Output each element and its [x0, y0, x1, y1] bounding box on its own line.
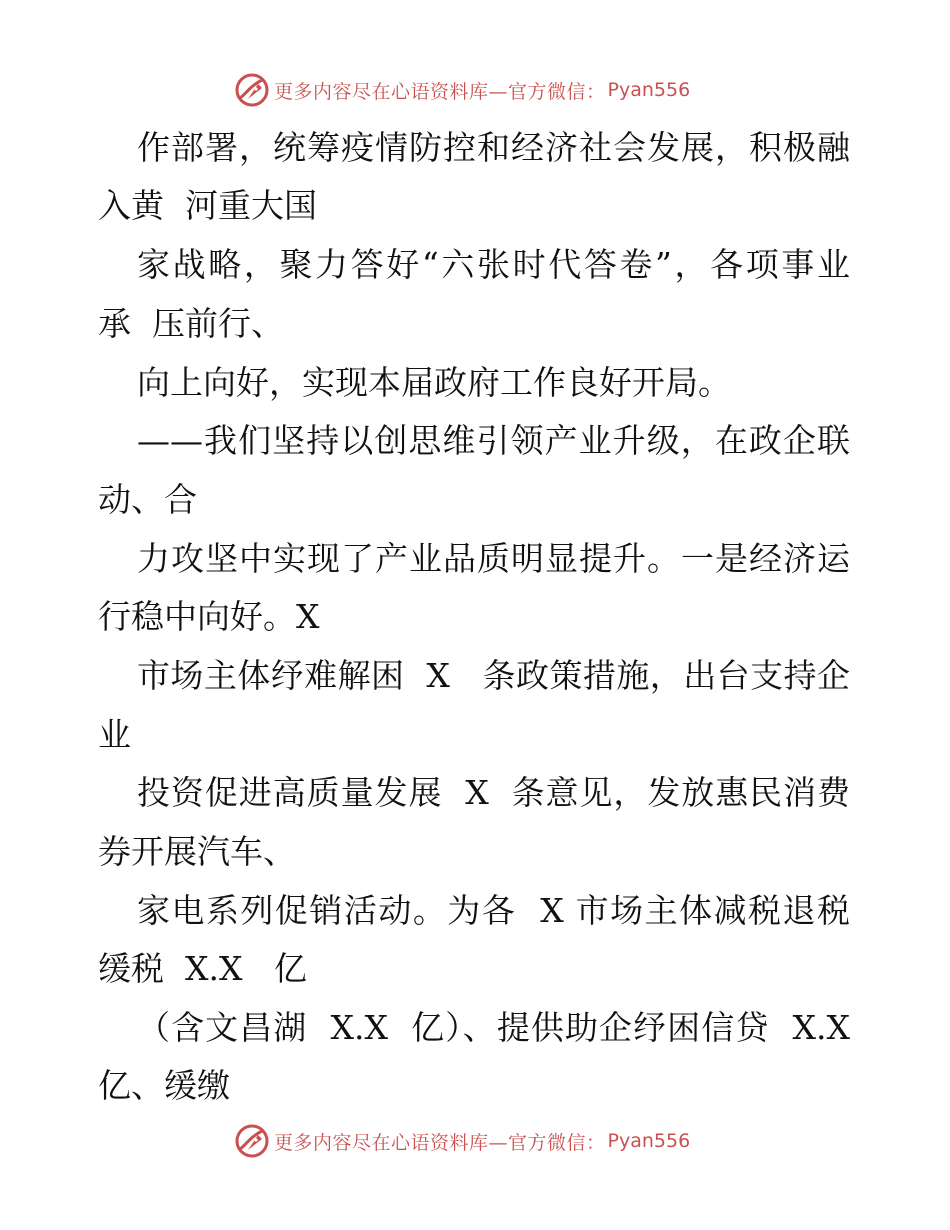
text-line: 承 压前行、	[98, 304, 284, 343]
text-line: 力攻坚中实现了产业品质明显提升。一是经济运	[137, 539, 850, 578]
text-line: 行稳中向好。X	[98, 597, 320, 636]
text-line: 缓税 X.X 亿	[98, 949, 307, 988]
watermark-text: 更多内容尽在心语资料库—官方微信：	[274, 1131, 606, 1154]
text-line: 向上向好，实现本届政府工作良好开局。	[137, 363, 731, 402]
text-line: 投资促进高质量发展 X 条意见，发放惠民消费	[137, 773, 850, 812]
text-line: 业	[98, 715, 131, 754]
text-line: 家电系列促销活动。为各 X 市场主体减税退税	[137, 891, 850, 930]
pen-nib-logo-icon	[234, 1123, 270, 1159]
watermark-wechat-id: Pyan556	[607, 1130, 691, 1152]
watermark-wechat-id: Pyan556	[607, 79, 691, 101]
text-line: 亿、缓缴	[98, 1066, 230, 1105]
text-line: （含文昌湖 X.X 亿）、提供助企纾困信贷 X.X	[137, 1008, 850, 1047]
text-line: 入黄 河重大国	[98, 186, 317, 225]
text-line: 市场主体纾难解困 X 条政策措施，出台支持企	[137, 656, 850, 695]
text-line: 作部署，统筹疫情防控和经济社会发展，积极融	[137, 128, 850, 167]
text-line: ——我们坚持以创思维引领产业升级，在政企联	[137, 421, 850, 460]
text-line: 券开展汽车、	[98, 832, 296, 871]
text-line: 家战略，聚力答好“六张时代答卷”，各项事业	[137, 245, 850, 284]
watermark-text: 更多内容尽在心语资料库—官方微信：	[274, 80, 606, 103]
footer-watermark	[234, 1121, 690, 1161]
text-line: 动、合	[98, 480, 197, 519]
